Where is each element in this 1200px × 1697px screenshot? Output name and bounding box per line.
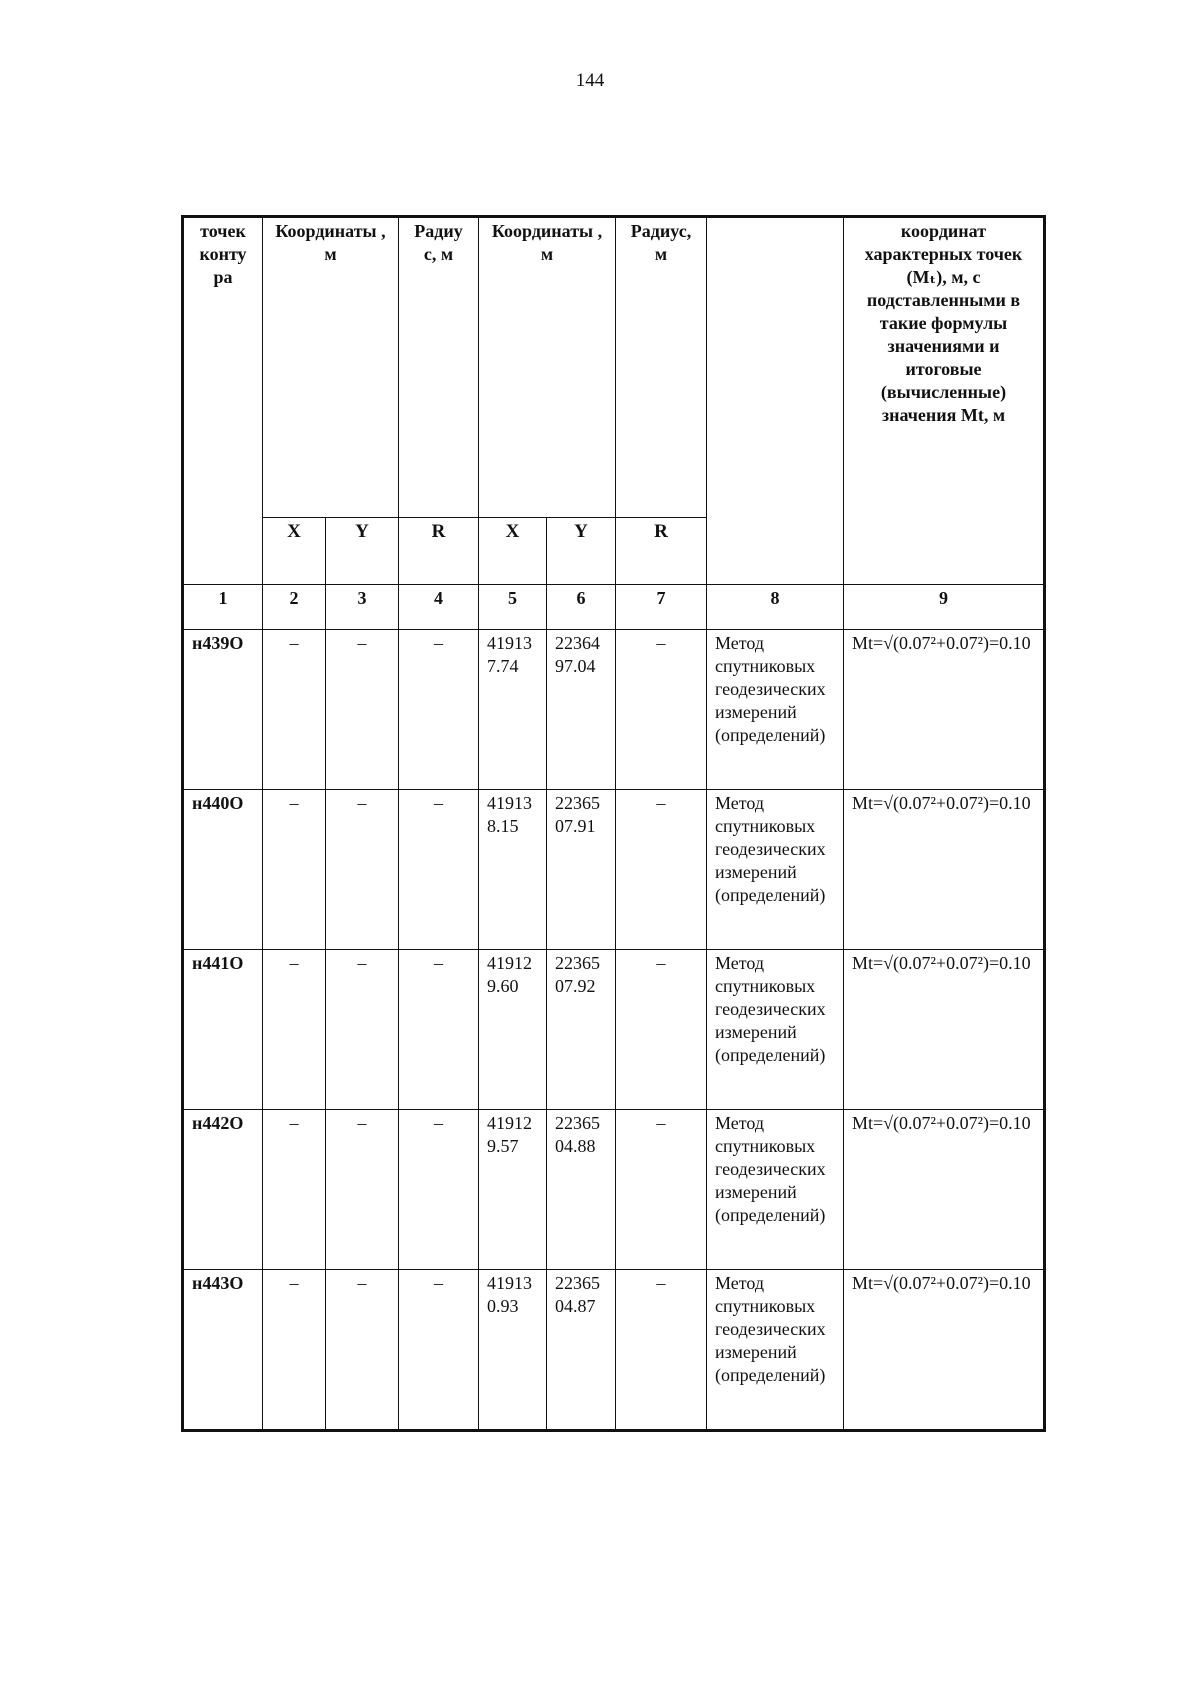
subheader-x1: X [263,518,326,585]
header-coords-1-cell [263,217,399,518]
page-number: 144 [575,70,605,91]
table-row [183,790,1045,950]
header-radius-1: Радиу с, м [414,221,463,264]
y1-cell: – [326,790,399,950]
accuracy-cell: Mt=√(0.07²+0.07²)=0.10 [844,630,1045,790]
x2-cell: 419129.60 [479,950,547,1110]
y2-cell: 2236497.04 [547,630,616,790]
method-cell: Метод спутниковых геодезических измерений (определений) [707,1110,844,1270]
header-method-cell [707,217,844,585]
point-cell: н443О [183,1270,263,1431]
column-number: 3 [326,585,399,630]
header-coords-2: Координаты , м [491,221,603,264]
table-row [183,1110,1045,1270]
column-number: 4 [399,585,479,630]
header-point-cell [183,217,263,585]
point-cell: н440О [183,790,263,950]
method-cell: Метод спутниковых геодезических измерений (определений) [707,950,844,1110]
x1-cell: – [263,790,326,950]
subheader-y2: Y [547,518,616,585]
header-coords-1: Координаты , м [275,221,386,264]
x2-cell: 419137.74 [479,630,547,790]
header-radius-1-cell [399,217,479,518]
subheader-y1: Y [326,518,399,585]
y1-cell: – [326,630,399,790]
table-row [183,950,1045,1110]
point-cell: н441О [183,950,263,1110]
point-cell: н439О [183,630,263,790]
header-point: точек конту ра [199,221,247,287]
x2-cell: 419130.93 [479,1270,547,1431]
column-number: 6 [547,585,616,630]
subheader-r1: R [399,518,479,585]
y1-cell: – [326,950,399,1110]
point-cell: н442О [183,1110,263,1270]
accuracy-cell: Mt=√(0.07²+0.07²)=0.10 [844,950,1045,1110]
y1-cell: – [326,1110,399,1270]
r2-cell: – [616,790,707,950]
table-row [183,1270,1045,1431]
column-number: 8 [707,585,844,630]
r2-cell: – [616,1270,707,1431]
column-number: 1 [183,585,263,630]
x1-cell: – [263,950,326,1110]
header-coords-2-cell [479,217,616,518]
method-cell: Метод спутниковых геодезических измерений (определений) [707,1270,844,1431]
r1-cell: – [399,790,479,950]
table-row [183,630,1045,790]
header-radius-2: Радиус, м [630,221,692,264]
y2-cell: 2236504.88 [547,1110,616,1270]
r2-cell: – [616,630,707,790]
header-accuracy: координат характерных точек (Mₜ), м, с подставленными в такие формулы значениями и итоговые (вычисленные) значения Mt, м [864,221,1023,425]
subheader-x2: X [479,518,547,585]
column-number: 7 [616,585,707,630]
x1-cell: – [263,630,326,790]
r2-cell: – [616,950,707,1110]
column-number: 2 [263,585,326,630]
r1-cell: – [399,630,479,790]
y2-cell: 2236507.92 [547,950,616,1110]
accuracy-cell: Mt=√(0.07²+0.07²)=0.10 [844,1110,1045,1270]
r1-cell: – [399,1270,479,1431]
column-number: 9 [844,585,1045,630]
x2-cell: 419138.15 [479,790,547,950]
accuracy-cell: Mt=√(0.07²+0.07²)=0.10 [844,790,1045,950]
method-cell: Метод спутниковых геодезических измерений (определений) [707,790,844,950]
header-accuracy-cell [844,217,1045,585]
r1-cell: – [399,950,479,1110]
coordinates-table [181,215,1046,1432]
method-cell: Метод спутниковых геодезических измерений (определений) [707,630,844,790]
y2-cell: 2236504.87 [547,1270,616,1431]
x2-cell: 419129.57 [479,1110,547,1270]
column-number: 5 [479,585,547,630]
y1-cell: – [326,1270,399,1431]
header-radius-2-cell [616,217,707,518]
x1-cell: – [263,1110,326,1270]
y2-cell: 2236507.91 [547,790,616,950]
accuracy-cell: Mt=√(0.07²+0.07²)=0.10 [844,1270,1045,1431]
r2-cell: – [616,1110,707,1270]
r1-cell: – [399,1110,479,1270]
subheader-r2: R [616,518,707,585]
x1-cell: – [263,1270,326,1431]
